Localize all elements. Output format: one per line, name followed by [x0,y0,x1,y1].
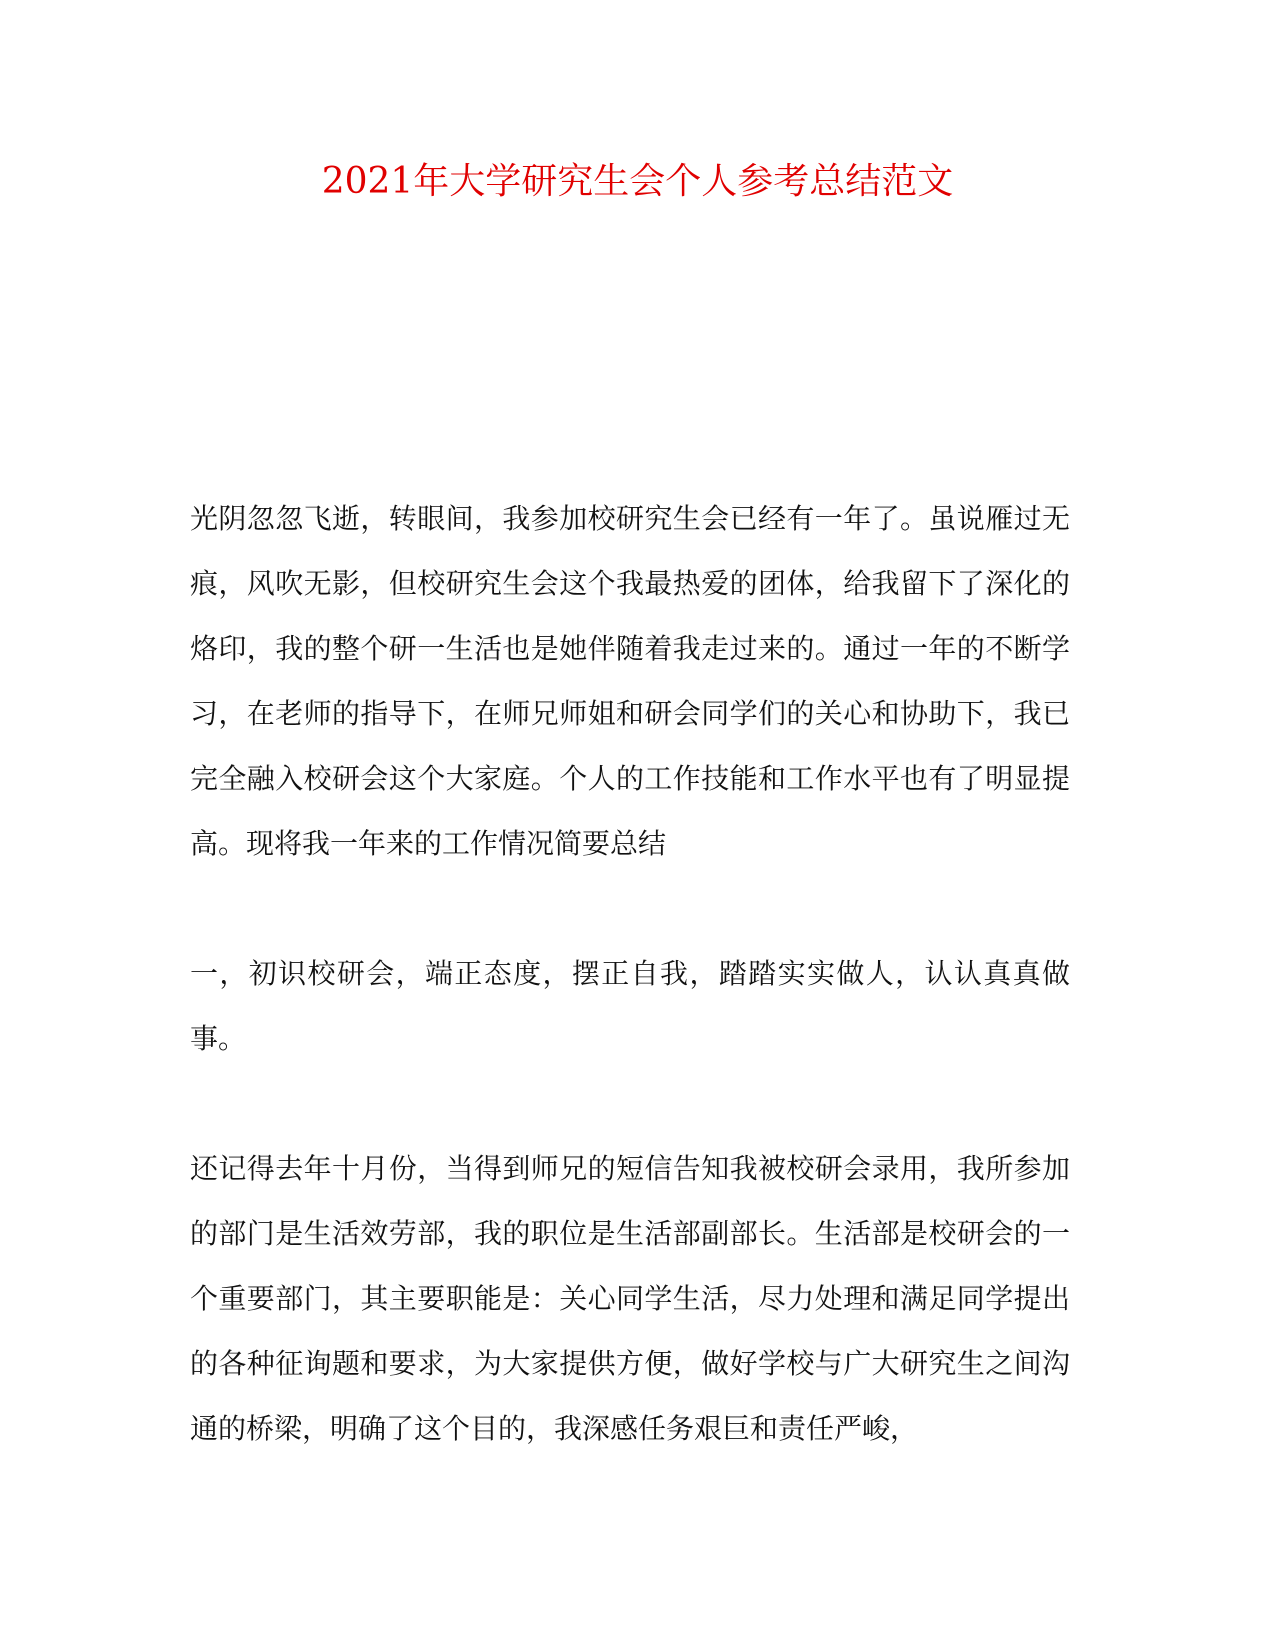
paragraph-section-heading: 一，初识校研会，端正态度，摆正自我，踏踏实实做人，认认真真做事。 [190,957,1070,1055]
document-title: 2021年大学研究生会个人参考总结范文 [321,161,954,202]
document-body [190,486,1070,1461]
paragraph-section-body: 还记得去年十月份，当得到师兄的短信告知我被校研会录用，我所参加的部门是生活效劳部，我的职位是生活部副部长。生活部是校研会的一个重要部门，其主要职能是：关心同学生活，尽力处理和满足同学提出的各种征询题和要求，为大家提供方便，做好学校与广大研究生之间沟通的桥梁，明确了这个目的，我深感任务艰巨和责任严峻， [190,1152,1070,1445]
paragraph-intro: 光阴忽忽飞逝，转眼间，我参加校研究生会已经有一年了。虽说雁过无痕，风吹无影，但校研究生会这个我最热爱的团体，给我留下了深化的烙印，我的整个研一生活也是她伴随着我走过来的。通过一年的不断学习，在老师的指导下，在师兄师姐和研会同学们的关心和协助下，我已完全融入校研会这个大家庭。个人的工作技能和工作水平也有了明显提高。现将我一年来的工作情况简要总结 [190,502,1070,860]
